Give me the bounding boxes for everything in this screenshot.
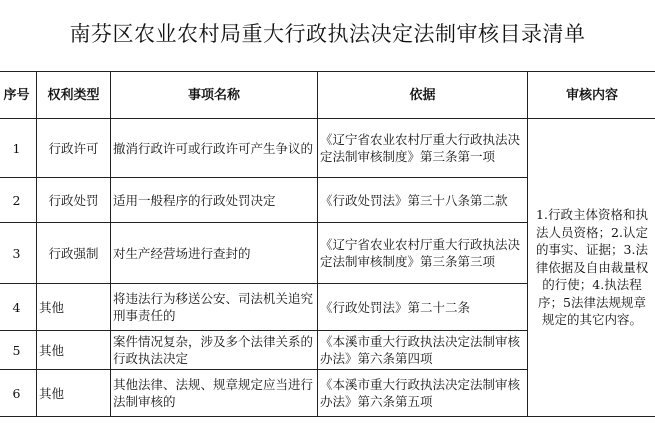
page-title: 南芬区农业农村局重大行政执法决定法制审核目录清单: [69, 22, 586, 46]
row-item: 适用一般程序的行政处罚决定: [111, 178, 318, 223]
row-type: 其他: [37, 284, 111, 331]
header-seq: 序号: [0, 72, 37, 119]
row-basis: 《行政处罚法》第三十八条第二款: [318, 178, 528, 223]
row-type: 行政处罚: [37, 178, 111, 223]
header-type: 权利类型: [37, 72, 111, 119]
row-type: 行政许可: [37, 119, 111, 178]
row-basis: 《本溪市重大行政执法决定法制审核办法》第六条第五项: [318, 370, 528, 417]
row-basis: 《辽宁省农业农村厅重大行政执法决定法制审核制度》第三条第三项: [318, 223, 528, 284]
row-type: 其他: [37, 331, 111, 370]
table-header-row: [0, 72, 655, 119]
row-item: 案件情况复杂，涉及多个法律关系的行政执法决定: [111, 331, 318, 370]
row-basis: 《辽宁省农业农村厅重大行政执法决定法制审核制度》第三条第一项: [318, 119, 528, 178]
row-item: 将违法行为移送公安、司法机关追究刑事责任的: [111, 284, 318, 331]
row-item: 对生产经营场进行查封的: [111, 223, 318, 284]
row-seq: 3: [0, 223, 37, 284]
row-basis: 《本溪市重大行政执法决定法制审核办法》第六条第四项: [318, 331, 528, 370]
review-content: 1.行政主体资格和执法人员资格；2.认定的事实、证据；3.法律依据及自由裁量权的行使；4.执法程序；5法律法规规章规定的其它内容。: [528, 119, 655, 417]
row-item: 撤消行政许可或行政许可产生争议的: [111, 119, 318, 178]
table-row: [0, 119, 655, 178]
row-seq: 6: [0, 370, 37, 417]
header-item: 事项名称: [111, 72, 318, 119]
row-basis: 《行政处罚法》第二十二条: [318, 284, 528, 331]
header-review: 审核内容: [528, 72, 655, 119]
row-seq: 1: [0, 119, 37, 178]
row-seq: 5: [0, 331, 37, 370]
row-type: 行政强制: [37, 223, 111, 284]
row-seq: 4: [0, 284, 37, 331]
header-basis: 依据: [318, 72, 528, 119]
row-seq: 2: [0, 178, 37, 223]
row-item: 其他法律、法规、规章规定应当进行法制审核的: [111, 370, 318, 417]
catalog-table: [0, 71, 655, 417]
row-type: 其他: [37, 370, 111, 417]
